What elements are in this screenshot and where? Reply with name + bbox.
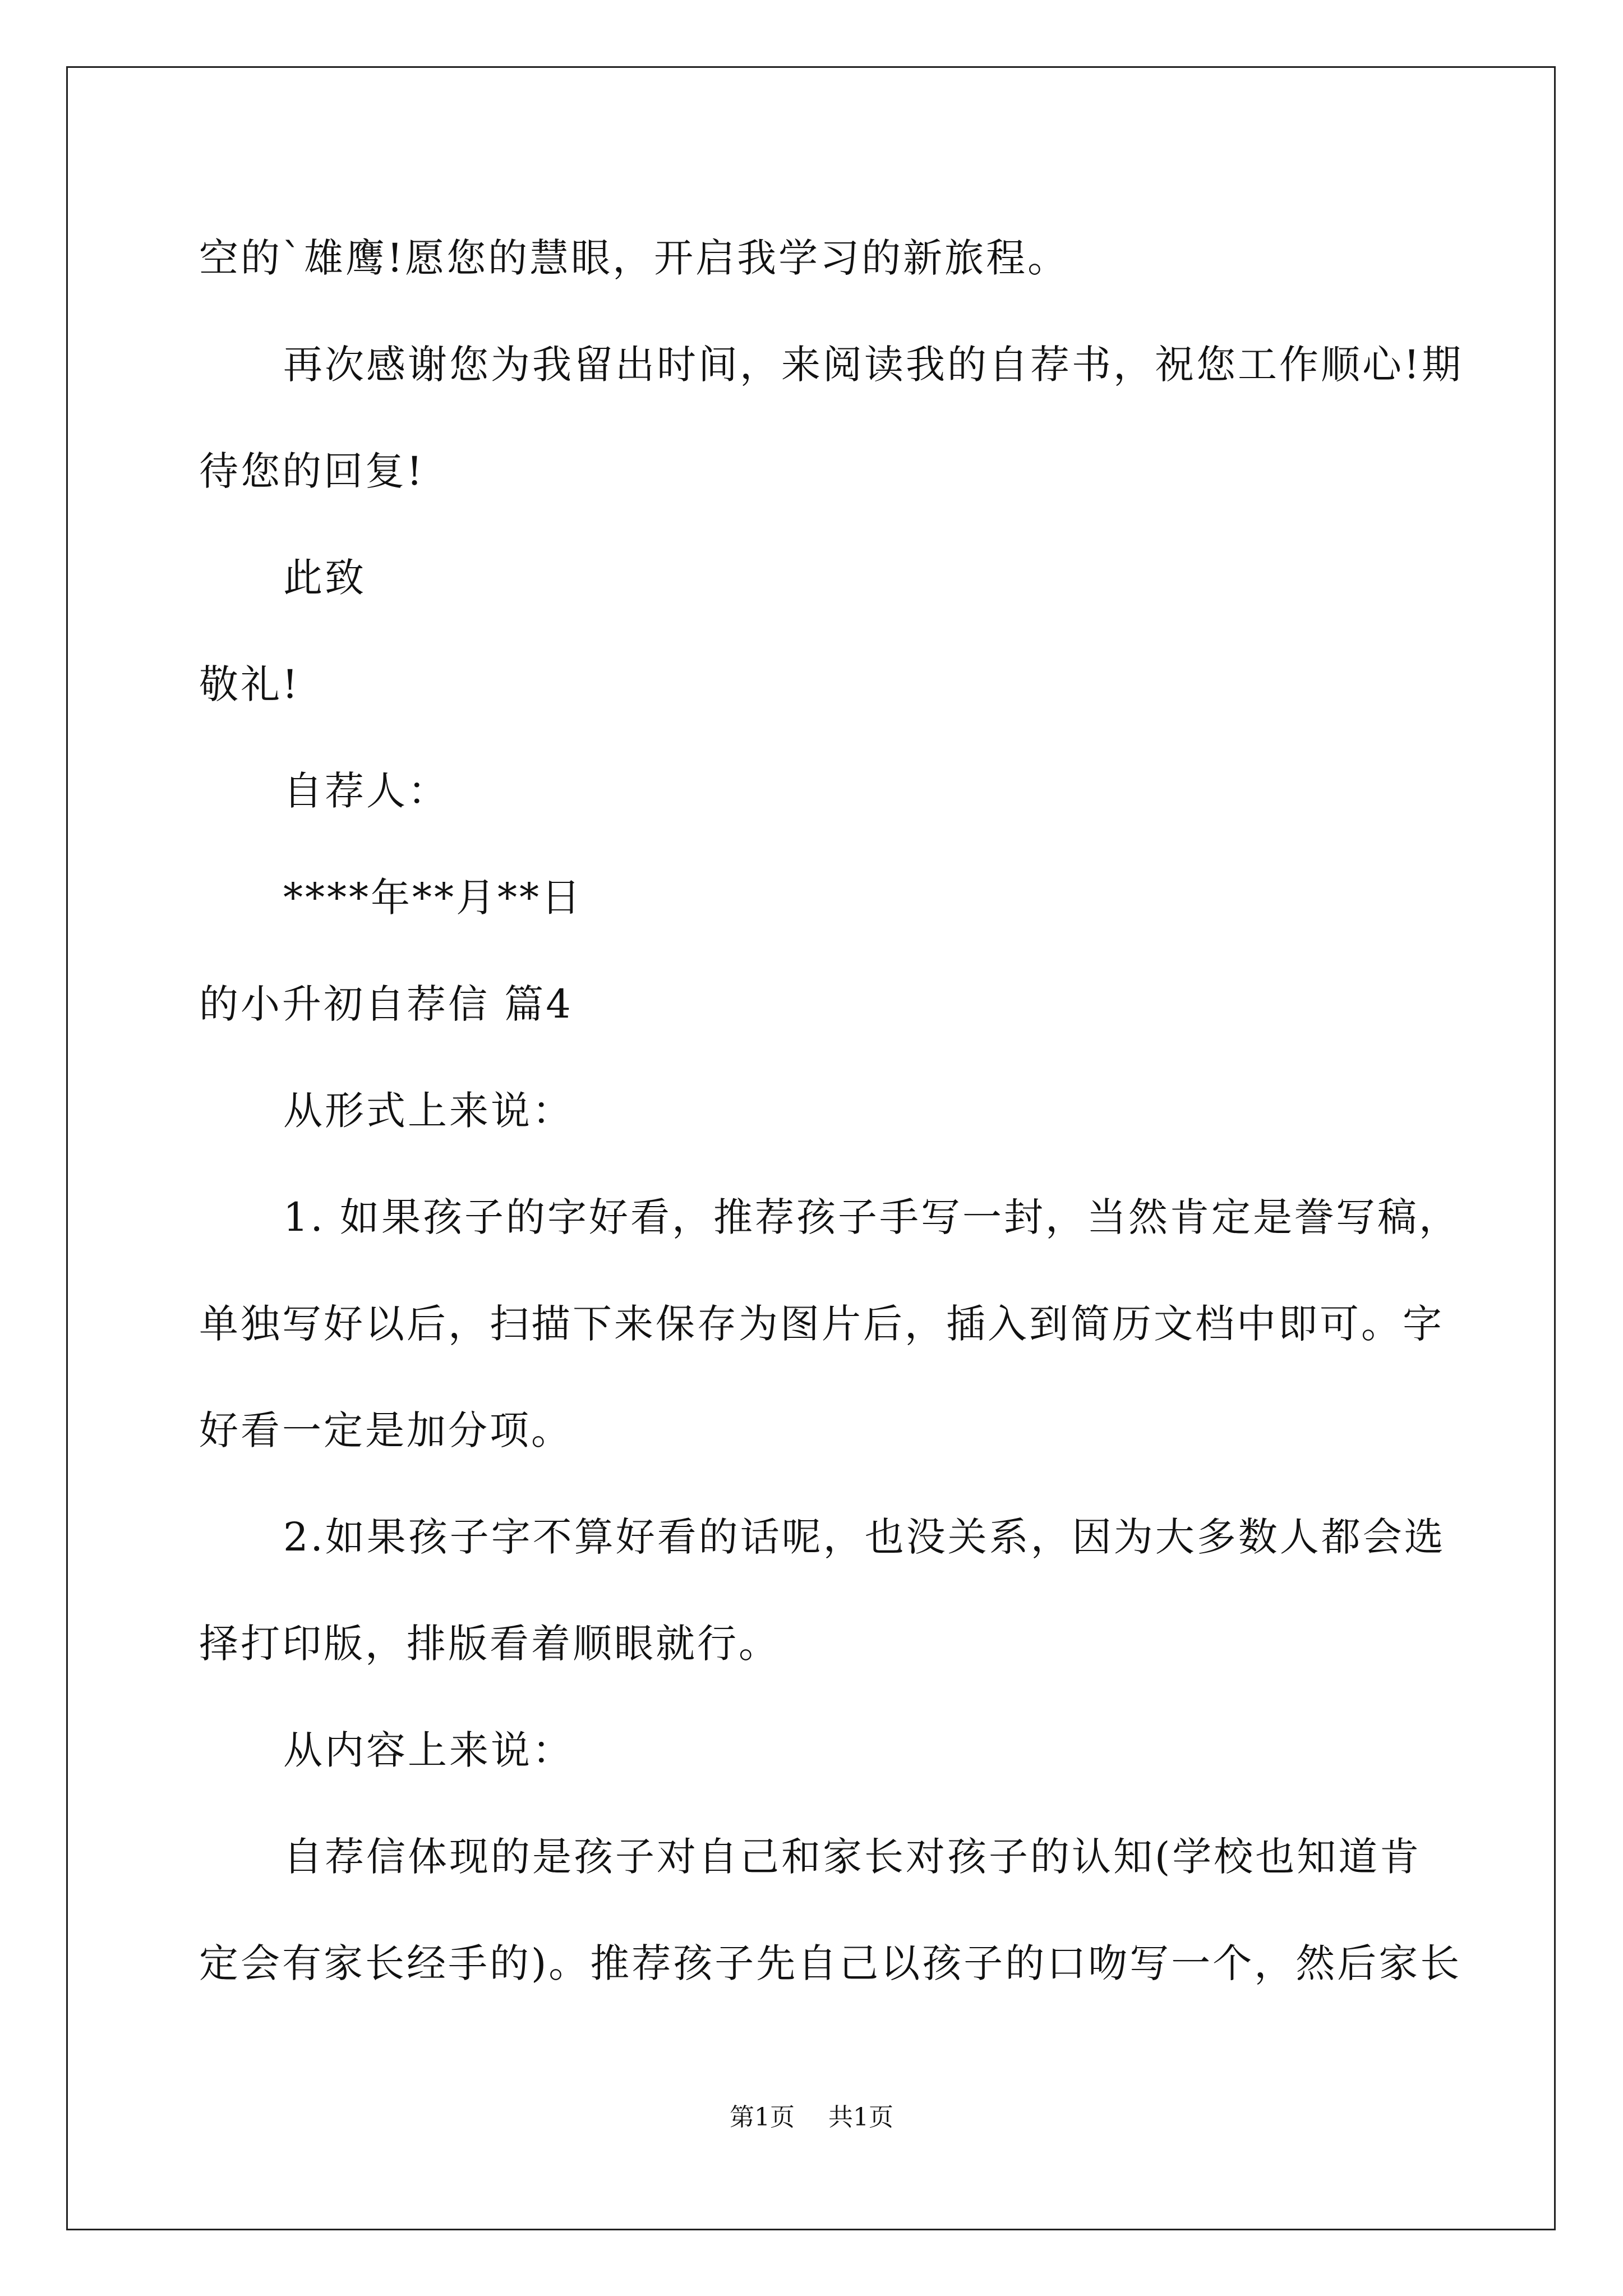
text-line: 1. 如果孩子的字好看，推荐孩子手写一封，当然肯定是誊写稿，	[283, 1194, 1461, 1240]
text-line: 单独写好以后，扫描下来保存为图片后，插入到简历文档中即可。字	[199, 1301, 1444, 1347]
text-line: 空的`雄鹰!愿您的慧眼，开启我学习的新旅程。	[199, 235, 1069, 281]
text-line: 定会有家长经手的)。推荐孩子先自己以孩子的口吻写一个，然后家长	[199, 1940, 1462, 1986]
document-body	[199, 205, 1464, 2017]
page-footer	[0, 2101, 1623, 2134]
text-line: 好看一定是加分项。	[199, 1407, 573, 1453]
text-line: 2.如果孩子字不算好看的话呢，也没关系，因为大多数人都会选	[283, 1514, 1446, 1560]
signature-label: 自荐人：	[283, 768, 449, 814]
text-line: 再次感谢您为我留出时间，来阅读我的自荐书，祝您工作顺心!期	[283, 342, 1464, 388]
closing-regards: 敬礼!	[199, 661, 301, 707]
date-line: ****年**月**日	[283, 875, 583, 921]
closing-salutation: 此致	[283, 555, 366, 601]
section-heading: 的小升初自荐信 篇4	[199, 981, 573, 1027]
page-total: 共1页	[828, 2103, 893, 2132]
text-line: 自荐信体现的是孩子对自己和家长对孩子的认知(学校也知道肯	[283, 1834, 1422, 1880]
text-line: 从形式上来说：	[283, 1088, 574, 1134]
page-number: 第1页	[730, 2103, 795, 2132]
text-line: 待您的回复!	[199, 448, 425, 494]
text-line: 从内容上来说：	[283, 1727, 574, 1773]
text-line: 择打印版，排版看着顺眼就行。	[199, 1621, 780, 1667]
